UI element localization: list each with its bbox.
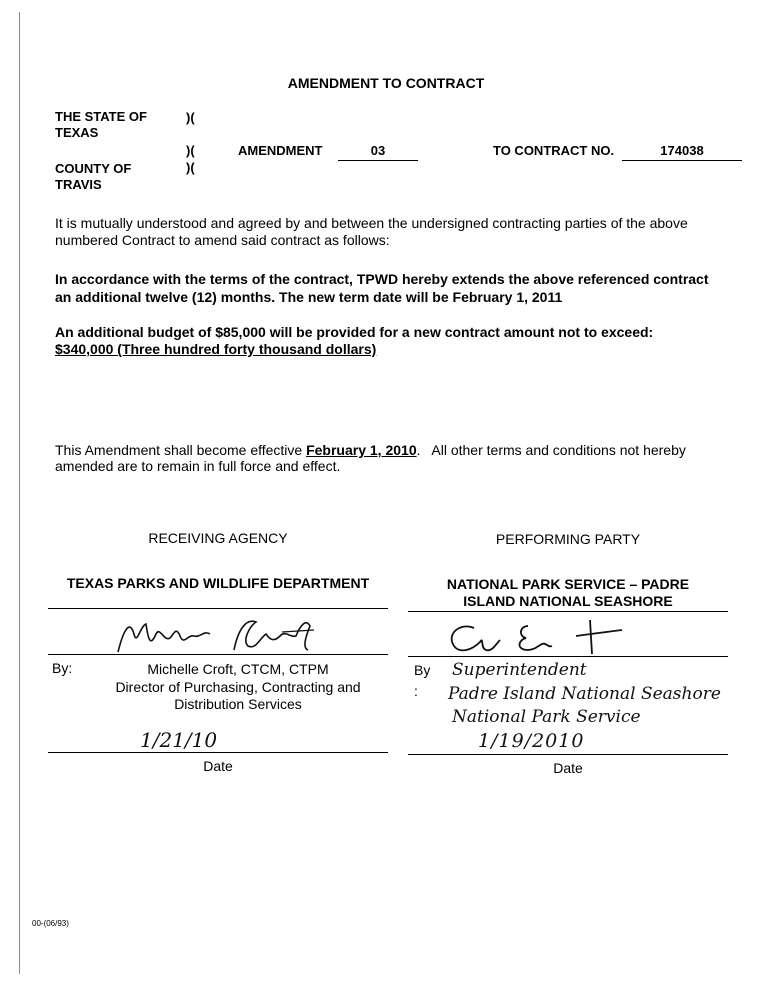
receiving-signature: [110, 612, 330, 658]
performing-by-colon: :: [414, 683, 418, 699]
form-number: 00-(06/93): [32, 919, 69, 928]
scan-edge-line: [19, 12, 20, 974]
county-label-line1: COUNTY OF: [55, 161, 132, 176]
amendment-label: AMENDMENT: [238, 143, 323, 158]
receiving-heading: RECEIVING AGENCY: [148, 530, 288, 546]
effective-prefix: This Amendment shall become effective: [55, 442, 307, 458]
county-label-line2: TRAVIS: [55, 177, 102, 192]
receiving-signer-name: Michelle Croft, CTCM, CTPM: [147, 661, 329, 677]
receiving-signed-date: 1/21/10: [140, 728, 218, 752]
receiving-date-line: [48, 752, 388, 753]
receiving-by-label: By:: [52, 660, 73, 676]
effective-suffix: . All other terms and conditions not hereby: [416, 442, 686, 458]
budget-line1: An additional budget of $85,000 will be provided for a new contract amount not to exceed:: [55, 324, 654, 340]
performing-signed-date: 1/19/2010: [478, 730, 585, 752]
performing-signature: [440, 614, 630, 660]
performing-org-line1: NATIONAL PARK SERVICE – PADRE: [446, 576, 690, 592]
receiving-date-label: Date: [203, 758, 233, 774]
performing-by-label: By: [414, 662, 431, 678]
bracket-mark: )(: [186, 110, 195, 125]
bracket-mark: )(: [186, 160, 195, 175]
performing-hand-line1: Superintendent: [452, 660, 587, 680]
effective-line1: [55, 442, 686, 459]
performing-signature-line: [408, 656, 728, 657]
receiving-org-line: [48, 608, 388, 609]
contract-label: TO CONTRACT NO.: [493, 143, 615, 158]
extension-line1: In accordance with the terms of the contract, TPWD hereby extends the above referenced contract: [55, 271, 709, 287]
state-label-line2: TEXAS: [55, 125, 99, 140]
performing-org-line: [408, 611, 728, 612]
bracket-mark: )(: [186, 143, 195, 158]
performing-org-line2: ISLAND NATIONAL SEASHORE: [463, 593, 673, 609]
intro-line1: It is mutually understood and agreed by and between the undersigned contracting parties of the above: [55, 215, 688, 231]
budget-line2: $340,000 (Three hundred forty thousand dollars): [55, 341, 377, 357]
receiving-org: TEXAS PARKS AND WILDLIFE DEPARTMENT: [66, 575, 370, 591]
amendment-number: 03: [338, 143, 418, 161]
extension-line2: an additional twelve (12) months. The new term date will be February 1, 2011: [55, 289, 563, 305]
receiving-signer-title-line2: Distribution Services: [174, 696, 302, 712]
document-title: AMENDMENT TO CONTRACT: [287, 75, 485, 91]
contract-number: 174038: [622, 143, 742, 161]
performing-hand-line3: National Park Service: [452, 707, 641, 727]
effective-line2: amended are to remain in full force and effect.: [55, 458, 341, 474]
effective-date: February 1, 2010: [306, 442, 417, 458]
receiving-signer-title-line1: Director of Purchasing, Contracting and: [115, 679, 361, 695]
performing-date-label: Date: [553, 760, 583, 776]
intro-line2: numbered Contract to amend said contract as follows:: [55, 232, 390, 248]
performing-heading: PERFORMING PARTY: [495, 531, 641, 547]
state-label-line1: THE STATE OF: [55, 109, 147, 124]
receiving-signature-line: [48, 654, 388, 655]
performing-date-line: [408, 754, 728, 755]
performing-hand-line2: Padre Island National Seashore: [448, 684, 721, 704]
